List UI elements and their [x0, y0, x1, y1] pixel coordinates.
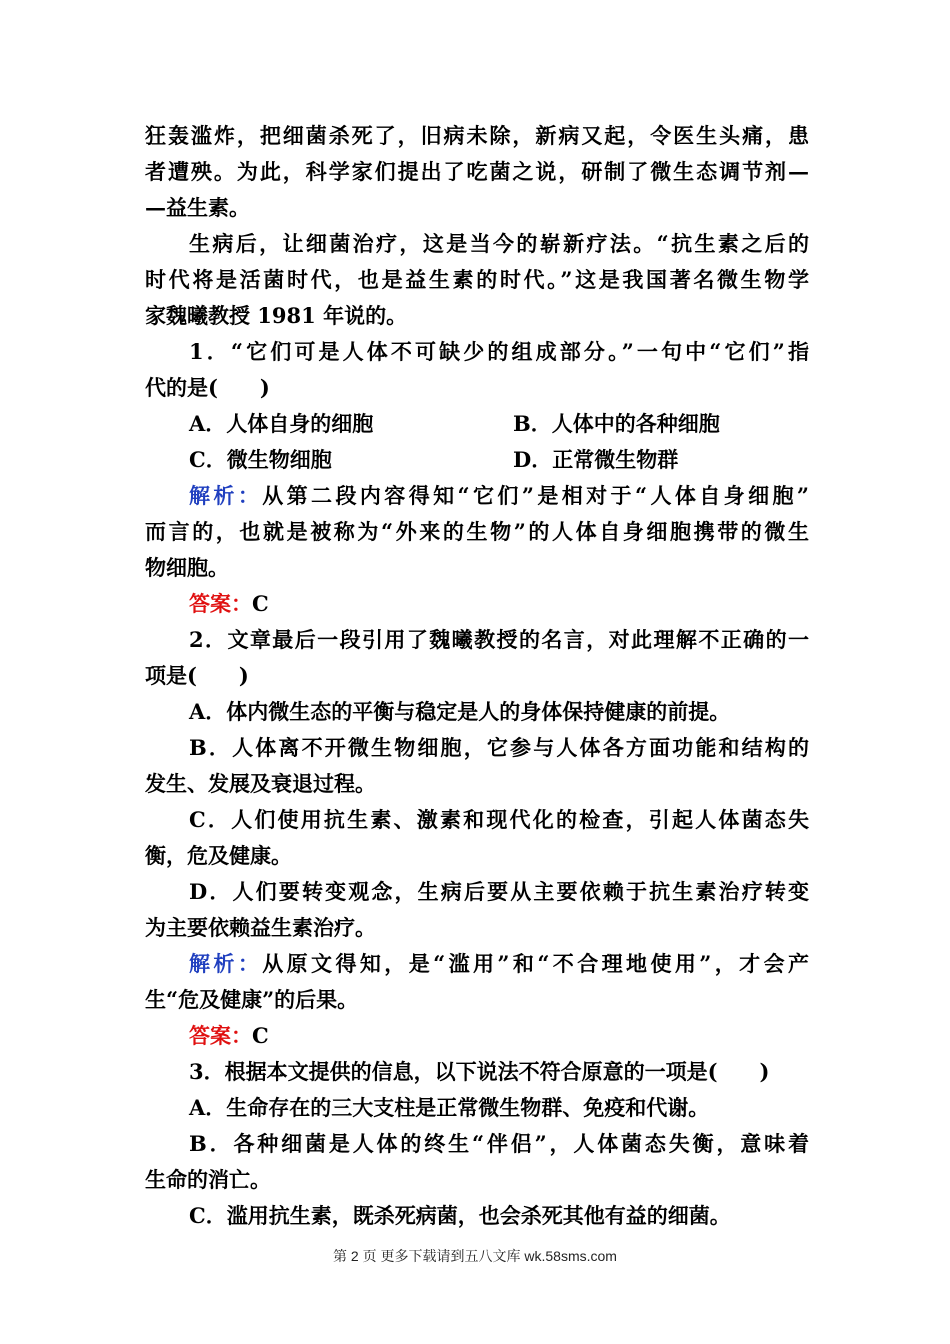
analysis-line — [145, 478, 809, 514]
option-b: B．人体中的各种细胞 — [513, 411, 720, 436]
question-stem: 3．根据本文提供的信息，以下说法不符合原意的一项是( ) — [189, 1059, 770, 1084]
question-stem: 2．文章最后一段引用了魏曦教授的名言，对此理解不正确的一 — [189, 627, 809, 652]
analysis-label: 解析： — [189, 951, 263, 976]
analysis-text: 而言的，也就是被称为“外来的生物”的人体自身细胞携带的微生 — [145, 519, 809, 544]
answer-line — [145, 1018, 809, 1054]
option-a: A．体内微生态的平衡与稳定是人的身体保持健康的前提。 — [189, 699, 731, 724]
analysis-text: 从原文得知，是“滥用”和“不合理地使用”，才会产 — [262, 951, 809, 976]
option-b: 发生、发展及衰退过程。 — [145, 771, 376, 796]
analysis-label: 解析： — [189, 483, 263, 508]
option-c: 衡，危及健康。 — [145, 843, 292, 868]
analysis-text: 生“危及健康”的后果。 — [145, 987, 359, 1012]
text-line: 家魏曦教授 1981 年说的。 — [145, 303, 408, 328]
option-a: A．人体自身的细胞 — [189, 411, 374, 436]
document-body — [145, 118, 809, 1234]
option-row — [145, 442, 809, 478]
option-c: C．人们使用抗生素、激素和现代化的检查，引起人体菌态失 — [189, 807, 809, 832]
text-line: —益生素。 — [145, 195, 250, 220]
analysis-text: 从第二段内容得知“它们”是相对于“人体自身细胞” — [262, 483, 809, 508]
answer-value: C — [252, 1023, 269, 1048]
text-line: 生病后，让细菌治疗，这是当今的崭新疗法。“抗生素之后的 — [189, 231, 809, 256]
answer-label: 答案： — [189, 591, 252, 616]
answer-value: C — [252, 591, 269, 616]
option-d: 为主要依赖益生素治疗。 — [145, 915, 376, 940]
option-a: A．生命存在的三大支柱是正常微生物群、免疫和代谢。 — [189, 1095, 710, 1120]
option-d: D．人们要转变观念，生病后要从主要依赖于抗生素治疗转变 — [189, 879, 809, 904]
analysis-line — [145, 946, 809, 982]
question-stem: 代的是( ) — [145, 375, 270, 400]
text-line: 狂轰滥炸，把细菌杀死了，旧病未除，新病又起，令医生头痛，患 — [145, 123, 809, 148]
option-c: C．微生物细胞 — [189, 447, 332, 472]
option-c: C．滥用抗生素，既杀死病菌，也会杀死其他有益的细菌。 — [189, 1203, 731, 1228]
text-line: 时代将是活菌时代，也是益生素的时代。”这是我国著名微生物学 — [145, 267, 809, 292]
analysis-text: 物细胞。 — [145, 555, 229, 580]
option-b: 生命的消亡。 — [145, 1167, 271, 1192]
option-b: B．各种细菌是人体的终生“伴侣”，人体菌态失衡，意味着 — [189, 1131, 809, 1156]
option-b: B．人体离不开微生物细胞，它参与人体各方面功能和结构的 — [189, 735, 809, 760]
answer-line — [145, 586, 809, 622]
page-footer: 第 2 页 更多下载请到五八文库 wk.58sms.com — [333, 1248, 617, 1264]
option-d: D．正常微生物群 — [513, 447, 679, 472]
option-row — [145, 406, 809, 442]
text-line: 者遭殃。为此，科学家们提出了吃菌之说，研制了微生态调节剂— — [145, 159, 809, 184]
answer-label: 答案： — [189, 1023, 252, 1048]
question-stem: 项是( ) — [145, 663, 249, 688]
question-stem: 1．“它们可是人体不可缺少的组成部分。”一句中“它们”指 — [189, 339, 809, 364]
